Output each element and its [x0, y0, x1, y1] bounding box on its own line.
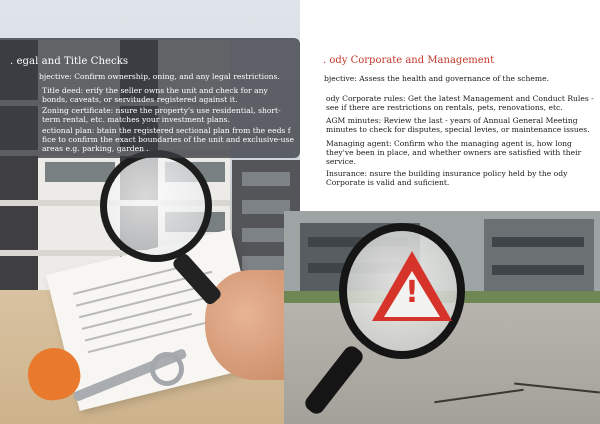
item-label: Managing agent: [326, 139, 392, 148]
agm-minutes-item [326, 116, 598, 134]
item-label: ectional plan: [42, 126, 95, 135]
body-corporate-heading: . ody Corporate and Management [323, 55, 495, 66]
item-label: Insurance: [326, 169, 368, 178]
item-text: Get the latest Management and Conduct Rules - see if there are restrictions on rentals, pets, renovations, etc. [326, 94, 594, 113]
key-ring-icon [150, 352, 184, 386]
item-label: AGM minutes: [326, 116, 382, 125]
item-label: Zoning certificate: [42, 106, 114, 115]
magnifying-glass-icon [100, 150, 212, 262]
item-text: Confirm who the managing agent is, how long they've been in place, and whether owners are satisfied with their service. [326, 139, 582, 167]
exclamation-icon: ! [405, 275, 419, 310]
item-label: Title deed: [42, 86, 84, 95]
body-corporate-photo [284, 211, 600, 424]
item-text: nsure the building insurance policy held by the ody Corporate is valid and suficient. [326, 169, 568, 188]
item-text: Review the last - years of Annual General Meeting minutes to check for disputes, special levies, or maintenance issues. [326, 116, 590, 135]
zoning-certificate-item [42, 106, 294, 124]
title-deed-item [42, 86, 294, 104]
body-corporate-rules-item [326, 94, 598, 112]
item-text: btain the registered sectional plan from the eeds f fice to confirm the exact boundaries of the unit and exclusive-use areas e.g. parking, garden . [42, 126, 294, 153]
managing-agent-item [326, 139, 598, 167]
sectional-plan-item [42, 126, 294, 153]
body-corporate-objective: bjective: Assess the health and governance of the scheme. [324, 74, 550, 83]
insurance-item [326, 169, 598, 187]
item-label: ody Corporate rules: [326, 94, 406, 103]
item-text: erify the seller owns the unit and check for any bonds, caveats, or servitudes registered against it. [42, 86, 268, 104]
legal-objective: bjective: Confirm ownership, oning, and any legal restrictions. [39, 72, 280, 81]
legal-title-heading: . egal and Title Checks [10, 56, 129, 67]
item-text: nsure the property's use residential, short-term rental, etc. matches your investment plans. [42, 106, 281, 124]
